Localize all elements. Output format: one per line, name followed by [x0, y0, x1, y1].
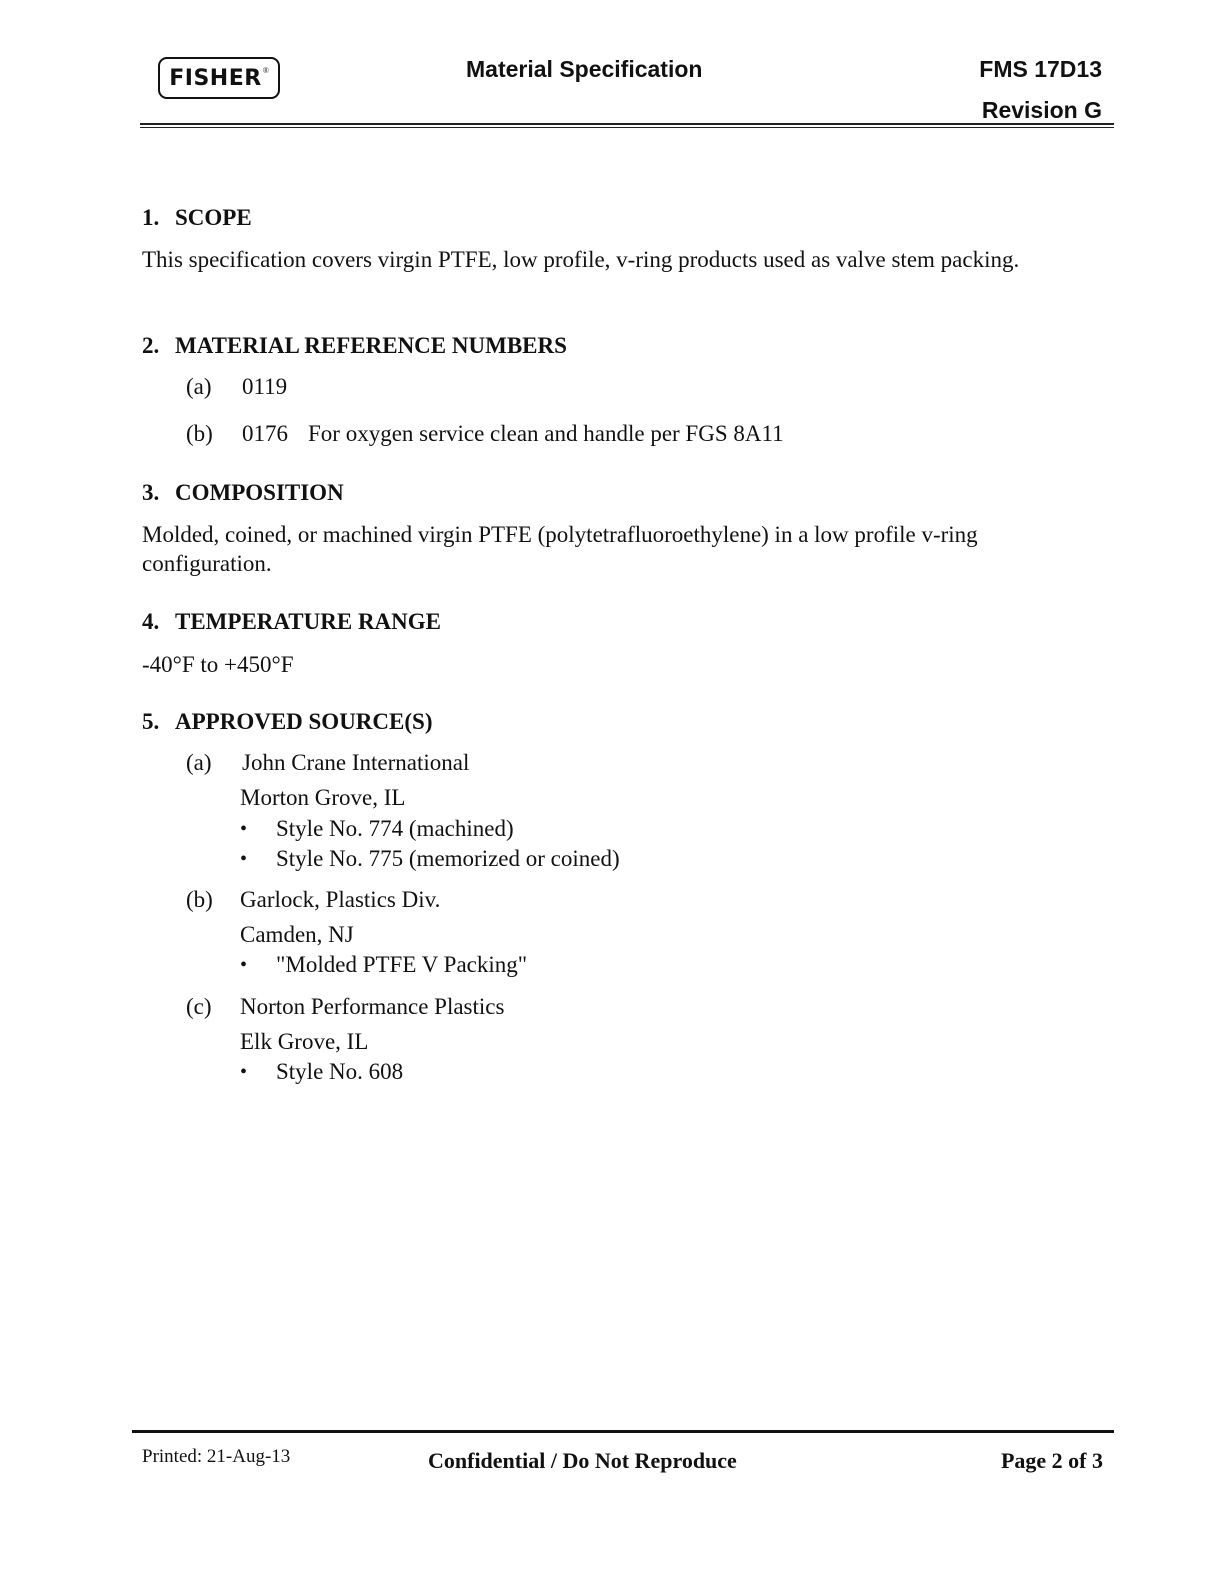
section-title: TEMPERATURE RANGE	[175, 609, 442, 634]
section-heading-approved-sources	[142, 709, 432, 735]
header-rule-thin	[140, 127, 1114, 128]
section-number: 3.	[142, 480, 160, 505]
source-letter: (c)	[186, 994, 212, 1019]
section-number: 2.	[142, 333, 160, 358]
section-title: COMPOSITION	[175, 480, 344, 505]
temperature-range-value: -40°F to +450°F	[142, 652, 294, 677]
section-heading-composition	[142, 480, 344, 506]
section-heading-material-ref	[142, 333, 567, 359]
source-letter: (a)	[186, 750, 212, 775]
section-heading-scope	[142, 205, 252, 231]
ref-item-note: For oxygen service clean and handle per FGS 8A11	[308, 421, 784, 446]
section-number: 4.	[142, 609, 160, 634]
printed-date: Printed: 21-Aug-13	[142, 1446, 291, 1467]
source-letter: (b)	[186, 887, 213, 912]
section-number: 1.	[142, 205, 160, 230]
header-rule	[140, 123, 1114, 125]
header-title: Material Specification	[466, 56, 703, 82]
source-style-item: "Molded PTFE V Packing"	[276, 952, 528, 977]
source-name: Garlock, Plastics Div.	[240, 887, 441, 912]
source-style-item: Style No. 775 (memorized or coined)	[276, 846, 620, 871]
logo-text: FISHER	[169, 65, 262, 91]
section-title: MATERIAL REFERENCE NUMBERS	[175, 333, 567, 358]
bullet-icon: •	[240, 1061, 248, 1083]
section-title: SCOPE	[175, 205, 252, 230]
source-style-item: Style No. 774 (machined)	[276, 816, 514, 841]
ref-item-letter: (b)	[186, 421, 213, 446]
section-heading-temperature	[142, 609, 441, 635]
source-location: Morton Grove, IL	[240, 785, 406, 810]
bullet-icon: •	[240, 818, 248, 840]
doc-number: FMS 17D13	[979, 56, 1102, 82]
bullet-icon: •	[240, 954, 248, 976]
registered-mark: ®	[262, 65, 269, 75]
fisher-logo	[158, 57, 280, 99]
ref-item-code: 0119	[242, 374, 288, 399]
ref-item-letter: (a)	[186, 374, 212, 399]
page-number: Page 2 of 3	[1000, 1448, 1103, 1473]
section-title: APPROVED SOURCE(S)	[175, 709, 433, 734]
bullet-icon: •	[240, 848, 248, 870]
footer-rule	[132, 1430, 1114, 1433]
section-number: 5.	[142, 709, 160, 734]
source-name: John Crane International	[242, 750, 470, 775]
source-name: Norton Performance Plastics	[240, 994, 505, 1019]
source-style-item: Style No. 608	[276, 1059, 404, 1084]
ref-item-code: 0176	[242, 421, 288, 446]
revision-label: Revision G	[981, 97, 1102, 123]
source-location: Camden, NJ	[240, 922, 354, 947]
composition-paragraph: Molded, coined, or machined virgin PTFE (polytetrafluoroethylene) in a low profile v-ring configuration.	[142, 522, 978, 576]
source-location: Elk Grove, IL	[240, 1029, 369, 1054]
confidential-notice: Confidential / Do Not Reproduce	[428, 1448, 737, 1473]
scope-paragraph: This specification covers virgin PTFE, low profile, v-ring products used as valve stem packing.	[142, 247, 1020, 272]
